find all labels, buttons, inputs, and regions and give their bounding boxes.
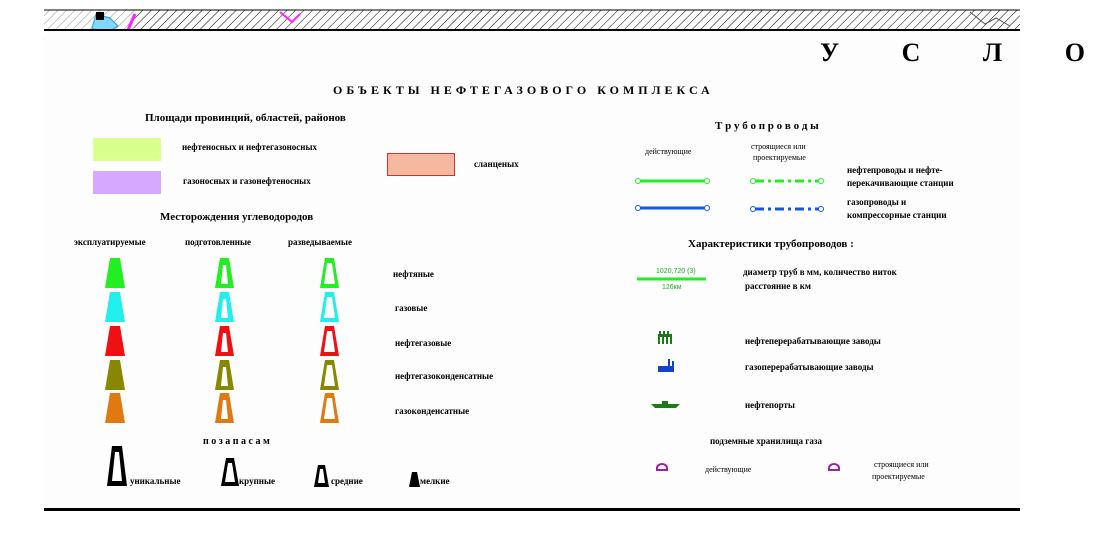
- field-label-ogc: нефтегазоконденсатные: [395, 371, 494, 381]
- characteristics-sample-top: 1020,720 (3): [656, 268, 696, 275]
- gas-area-label: газоносных и газонефтеносных: [183, 176, 311, 186]
- storage-active-label: действующие: [705, 465, 752, 474]
- reserve-label-unique: уникальные: [130, 476, 181, 486]
- characteristics-sample-bottom: 126км: [662, 284, 682, 291]
- big-title: У С Л О: [820, 38, 1113, 67]
- reserves-title: п о з а п а с а м: [203, 436, 270, 447]
- oil-port-label: нефтепорты: [745, 400, 795, 410]
- gas-pipeline-label-2: компрессорные станции: [847, 210, 947, 220]
- pipelines-planned-label-2: проектируемые: [753, 153, 806, 162]
- oil-pipeline-label-2: перекачивающие станции: [847, 178, 954, 188]
- reserve-label-medium: средние: [331, 476, 363, 486]
- gas-pipeline-label-1: газопроводы и: [847, 197, 907, 207]
- pipelines-title: Т р у б о п р о в о д ы: [715, 120, 819, 132]
- oil-area-label: нефтеносных и нефтегазоносных: [182, 142, 317, 152]
- column-prepared: подготовленные: [185, 237, 251, 247]
- top-frame-line: [44, 29, 1020, 31]
- oil-pipeline-label-1: нефтепроводы и нефте-: [847, 165, 943, 175]
- pipelines-active-label: действующие: [645, 147, 692, 156]
- characteristics-text-2: расстояние в км: [745, 281, 812, 291]
- field-label-gas: газовые: [395, 303, 428, 313]
- characteristics-text-1: диаметр труб в мм, количество ниток: [743, 267, 897, 277]
- bottom-frame-line: [44, 508, 1020, 511]
- pipelines-planned-label-1: строящиеся или: [751, 142, 806, 151]
- field-label-gc: газоконденсатные: [395, 406, 470, 416]
- field-label-oil: нефтяные: [393, 269, 434, 279]
- shale-area-swatch: [387, 153, 455, 176]
- refinery-label: нефтеперерабатывающие заводы: [745, 336, 881, 346]
- fields-title: Месторождения углеводородов: [160, 211, 314, 223]
- gas-area-swatch: [93, 171, 161, 194]
- reserve-label-small: мелкие: [420, 476, 450, 486]
- field-label-oilgas: нефтегазовые: [395, 338, 452, 348]
- reserve-label-large: крупные: [239, 476, 275, 486]
- legend-title: ОБЪЕКТЫ НЕФТЕГАЗОВОГО КОМПЛЕКСА: [333, 83, 714, 97]
- characteristics-title: Характеристики трубопроводов :: [688, 238, 854, 250]
- oil-area-swatch: [93, 138, 161, 161]
- shale-area-label: сланценых: [474, 159, 519, 169]
- storage-title: подземные хранилища газа: [710, 436, 822, 446]
- storage-planned-label-1: строящиеся или: [874, 460, 929, 469]
- column-explored: разведываемые: [288, 237, 352, 247]
- storage-planned-label-2: проектируемые: [872, 472, 925, 481]
- column-exploited: эксплуатируемые: [74, 237, 146, 247]
- gas-plant-label: газоперерабатывающие заводы: [745, 362, 874, 372]
- areas-title: Площади провинций, областей, районов: [145, 112, 346, 124]
